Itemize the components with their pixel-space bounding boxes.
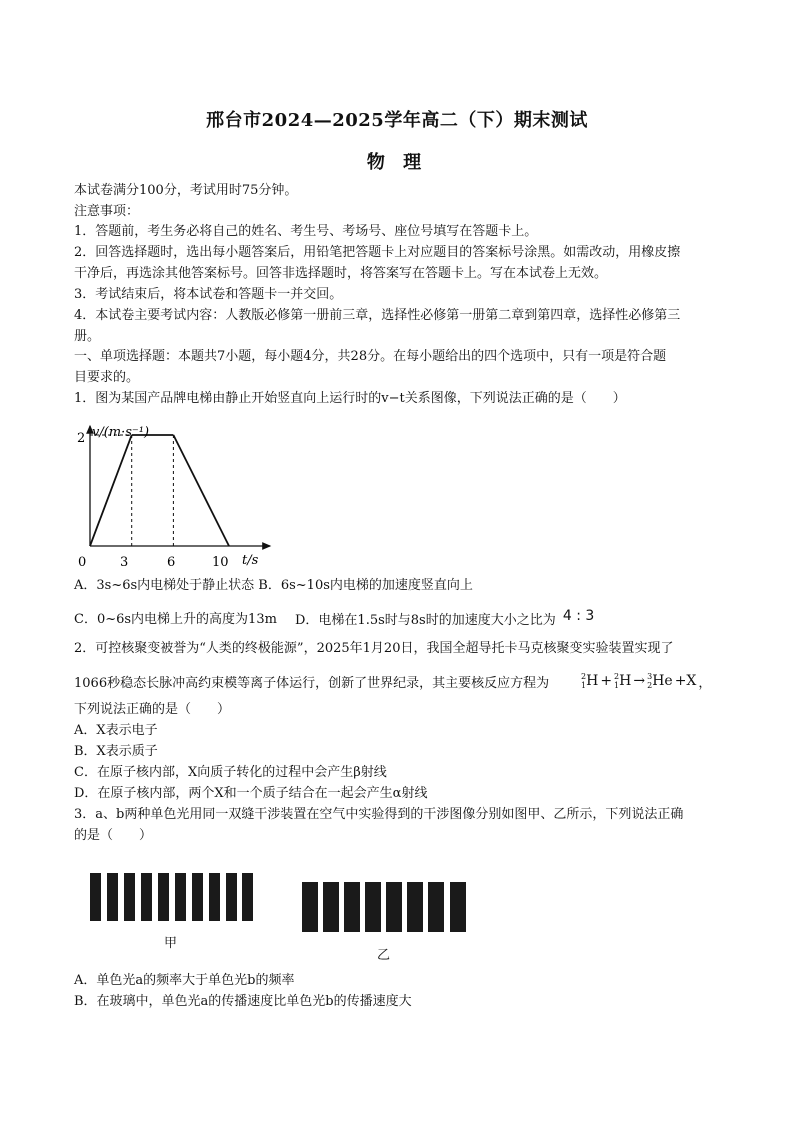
iso1-charge: 1 bbox=[581, 681, 587, 690]
figure-label-yi: 乙 bbox=[377, 948, 391, 963]
fringe-yi-6 bbox=[407, 882, 423, 932]
q1-option-c: C．0~6s内电梯上升的高度为13m bbox=[74, 612, 277, 627]
section1-heading-cont: 目要求的。 bbox=[74, 370, 140, 385]
notice-4a: 4．本试卷主要考试内容：人教版必修第一册前三章，选择性必修第一册第二章到第四章，选择性必修第三 bbox=[74, 308, 681, 323]
iso3-charge: 2 bbox=[647, 681, 653, 690]
iso3-mass: 3 bbox=[647, 672, 653, 681]
fringe-jia-9 bbox=[226, 873, 237, 921]
q1-option-ab: A．3s~6s内电梯处于静止状态 B．6s~10s内电梯的加速度竖直向上 bbox=[74, 578, 473, 593]
vt-graph bbox=[78, 418, 278, 570]
q3-option-b: B．在玻璃中，单色光a的传播速度比单色光b的传播速度大 bbox=[74, 994, 412, 1009]
vt-data-layer bbox=[90, 435, 229, 546]
fringe-jia-3 bbox=[124, 873, 135, 921]
iso2-charge: 1 bbox=[614, 681, 620, 690]
q3-stem-1: 3．a、b两种单色光用同一双缝干涉装置在空气中实验得到的干涉图像分别如图甲、乙所示，下列说法正确 bbox=[74, 807, 684, 822]
notice-4b: 册。 bbox=[74, 329, 101, 344]
fringe-jia-8 bbox=[209, 873, 220, 921]
q2-stem-2: 1066秒稳态长脉冲高约束模等离子体运行，创新了世界纪录，其主要核反应方程为 bbox=[74, 676, 550, 691]
q2-option-a: A．X表示电子 bbox=[74, 723, 158, 738]
q2-stem-1: 2．可控核聚变被誉为“人类的终极能源”，2025年1月20日，我国全超导托卡马克核聚变实验装置实现了 bbox=[74, 641, 674, 656]
fringe-jia-1 bbox=[90, 873, 101, 921]
fringe-jia-6 bbox=[175, 873, 186, 921]
fringe-yi-8 bbox=[450, 882, 466, 932]
equation-comma: ， bbox=[698, 675, 712, 691]
x-tick-10: 10 bbox=[212, 555, 229, 570]
notice-1: 1．答题前，考生务必将自己的姓名、考生号、考场号、座位号填写在答题卡上。 bbox=[74, 224, 538, 239]
notice-2b: 干净后，再选涂其他答案标号。回答非选择题时，将答案写在答题卡上。写在本试卷上无效。 bbox=[74, 266, 608, 281]
fringe-jia-5 bbox=[158, 873, 169, 921]
q1-stem: 1．图为某国产品牌电梯由静止开始竖直向上运行时的v−t关系图像，下列说法正确的是（ ） bbox=[74, 391, 626, 406]
fringe-pattern-yi bbox=[300, 878, 472, 938]
y-tick-2: 2 bbox=[77, 431, 86, 446]
q1-option-d-text: D．电梯在1.5s时与8s时的加速度大小之比为 bbox=[295, 613, 556, 628]
q2-option-b: B．X表示质子 bbox=[74, 744, 158, 759]
iso2-symbol: H bbox=[619, 673, 632, 689]
subject-title: 物 理 bbox=[366, 152, 428, 173]
reaction-arrow: → bbox=[633, 673, 646, 689]
notice-2a: 2．回答选择题时，选出每小题答案后，用铅笔把答题卡上对应题目的答案标号涂黑。如需改动，用橡皮擦 bbox=[74, 245, 681, 260]
vt-segment-1 bbox=[90, 435, 132, 546]
vt-segment-3 bbox=[173, 435, 229, 546]
intro-score: 本试卷满分100分，考试用时75分钟。 bbox=[74, 183, 298, 198]
fringe-yi-5 bbox=[386, 882, 402, 932]
x-tick-6: 6 bbox=[167, 555, 176, 570]
q1-option-d-ratio: 4 : 3 bbox=[562, 608, 595, 624]
fringe-jia-10 bbox=[242, 873, 253, 921]
q2-stem-3: 下列说法正确的是（ ） bbox=[74, 702, 231, 717]
q3-option-a: A．单色光a的频率大于单色光b的频率 bbox=[74, 973, 295, 988]
y-axis-label: v/(m·s⁻¹) bbox=[92, 425, 150, 440]
fringe-jia-2 bbox=[107, 873, 118, 921]
x-axis-label: t/s bbox=[242, 553, 259, 568]
iso1-symbol: H bbox=[586, 673, 599, 689]
fringe-jia-7 bbox=[192, 873, 203, 921]
x-tick-0: 0 bbox=[78, 555, 87, 570]
iso1-mass: 2 bbox=[581, 672, 587, 681]
plus-sign: + bbox=[600, 673, 613, 689]
page-title: 邢台市2024—2025学年高二（下）期末测试 bbox=[206, 110, 588, 131]
iso2-mass: 2 bbox=[614, 672, 620, 681]
section1-heading: 一、单项选择题：本题共7小题，每小题4分，共28分。在每小题给出的四个选项中，只有一项是符合题 bbox=[74, 349, 667, 364]
q3-stem-2: 的是（ ） bbox=[74, 828, 153, 843]
nuclear-equation bbox=[581, 668, 711, 691]
product-x: +X bbox=[674, 673, 697, 689]
fringe-yi-3 bbox=[344, 882, 360, 932]
q1-option-d bbox=[295, 608, 595, 629]
fringe-jia-4 bbox=[141, 873, 152, 921]
notice-3: 3．考试结束后，将本试卷和答题卡一并交回。 bbox=[74, 287, 343, 302]
figure-label-jia: 甲 bbox=[164, 936, 178, 951]
fringe-yi-2 bbox=[323, 882, 339, 932]
notice-title: 注意事项： bbox=[74, 204, 140, 219]
fringe-yi-1 bbox=[302, 882, 318, 932]
fringe-yi-7 bbox=[428, 882, 444, 932]
q2-option-d: D．在原子核内部，两个X和一个质子结合在一起会产生α射线 bbox=[74, 786, 428, 801]
fringe-yi-4 bbox=[365, 882, 381, 932]
q2-option-c: C．在原子核内部，X向质子转化的过程中会产生β射线 bbox=[74, 765, 387, 780]
iso3-symbol: He bbox=[652, 673, 673, 689]
fringe-pattern-jia bbox=[86, 870, 256, 926]
x-tick-3: 3 bbox=[120, 555, 129, 570]
